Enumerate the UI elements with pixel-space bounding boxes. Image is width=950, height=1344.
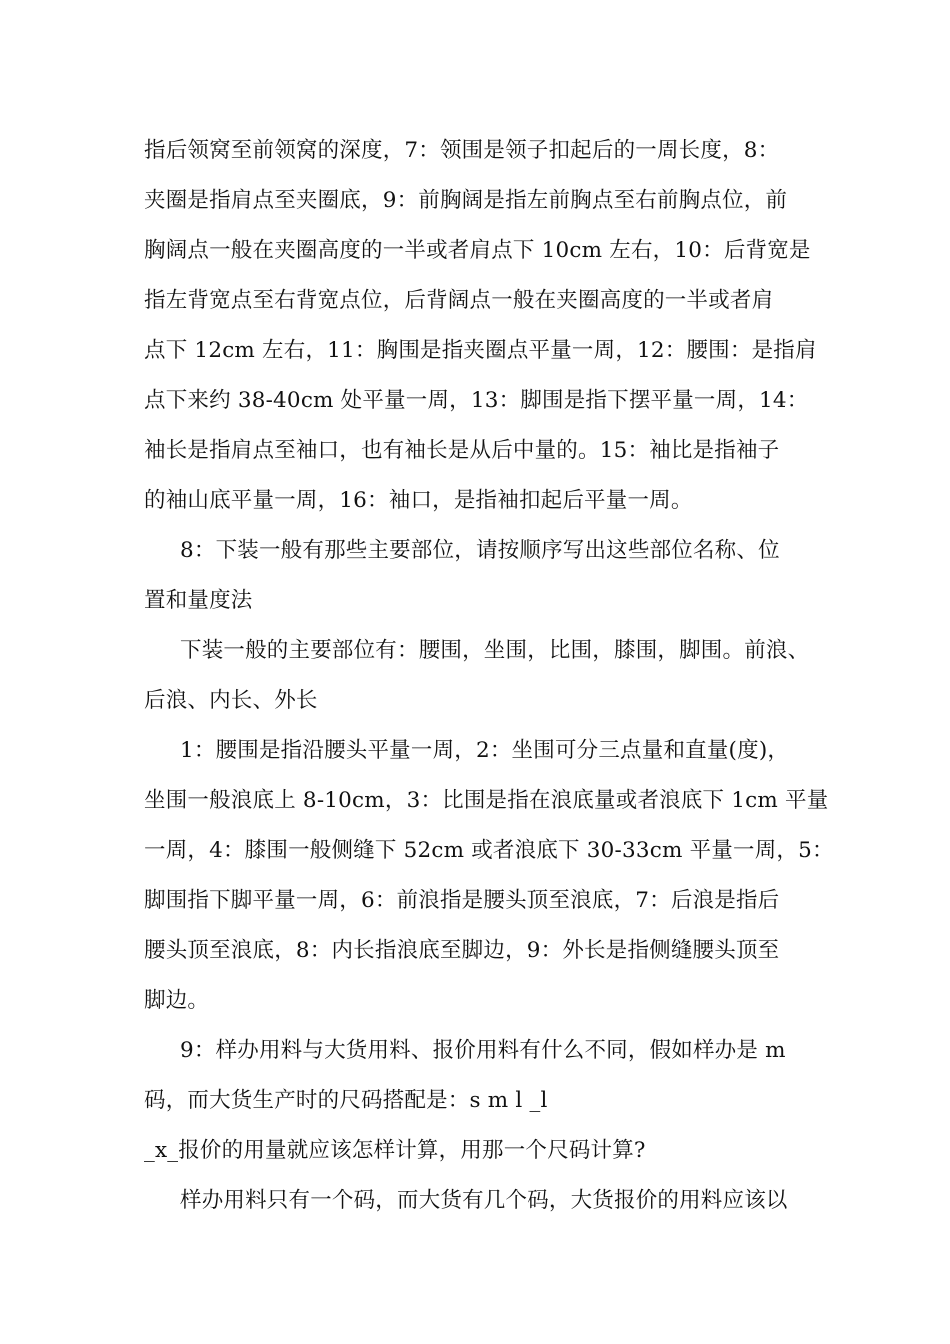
- text-line: 指左背宽点至右背宽点位，后背阔点一般在夹圈高度的一半或者肩: [144, 288, 774, 313]
- question-heading: 9：样办用料与大货用料、报价用料有什么不同，假如样办是 m: [180, 1038, 786, 1063]
- text-line: 指后领窝至前领窝的深度，7：领围是领子扣起后的一周长度，8：: [144, 138, 780, 163]
- text-line: 坐围一般浪底上 8-10cm，3：比围是指在浪底量或者浪底下 1cm 平量: [144, 788, 829, 813]
- question-heading-cont: _x_报价的用量就应该怎样计算，用那一个尺码计算?: [144, 1138, 646, 1163]
- question-heading: 8：下装一般有那些主要部位，请按顺序写出这些部位名称、位: [180, 538, 780, 563]
- text-line: 脚边。: [144, 988, 210, 1013]
- text-line: 夹圈是指肩点至夹圈底，9：前胸阔是指左前胸点至右前胸点位，前: [144, 188, 788, 213]
- text-line: 后浪、内长、外长: [144, 688, 318, 713]
- text-line: 脚围指下脚平量一周，6：前浪指是腰头顶至浪底，7：后浪是指后: [144, 888, 780, 913]
- text-line: 袖长是指肩点至袖口，也有袖长是从后中量的。15：袖比是指袖子: [144, 438, 780, 463]
- text-line: 样办用料只有一个码，而大货有几个码，大货报价的用料应该以: [180, 1188, 788, 1213]
- text-line: 点下来约 38-40cm 处平量一周，13：脚围是指下摆平量一周，14：: [144, 388, 809, 413]
- text-line: 胸阔点一般在夹圈高度的一半或者肩点下 10cm 左右，10：后背宽是: [144, 238, 811, 263]
- text-line: 1：腰围是指沿腰头平量一周，2：坐围可分三点量和直量(度)，: [180, 738, 790, 763]
- text-line: 的袖山底平量一周，16：袖口，是指袖扣起后平量一周。: [144, 488, 693, 513]
- text-line: 一周，4：膝围一般侧缝下 52cm 或者浪底下 30-33cm 平量一周，5：: [144, 838, 834, 863]
- text-line: 下装一般的主要部位有：腰围，坐围，比围，膝围，脚围。前浪、: [180, 638, 810, 663]
- question-heading-cont: 码，而大货生产时的尺码搭配是：s m l _l: [144, 1088, 548, 1113]
- question-heading-cont: 置和量度法: [144, 588, 253, 613]
- text-line: 腰头顶至浪底，8：内长指浪底至脚边，9：外长是指侧缝腰头顶至: [144, 938, 780, 963]
- text-line: 点下 12cm 左右，11：胸围是指夹圈点平量一周，12：腰围：是指肩: [144, 338, 817, 363]
- document-body: [144, 126, 834, 1226]
